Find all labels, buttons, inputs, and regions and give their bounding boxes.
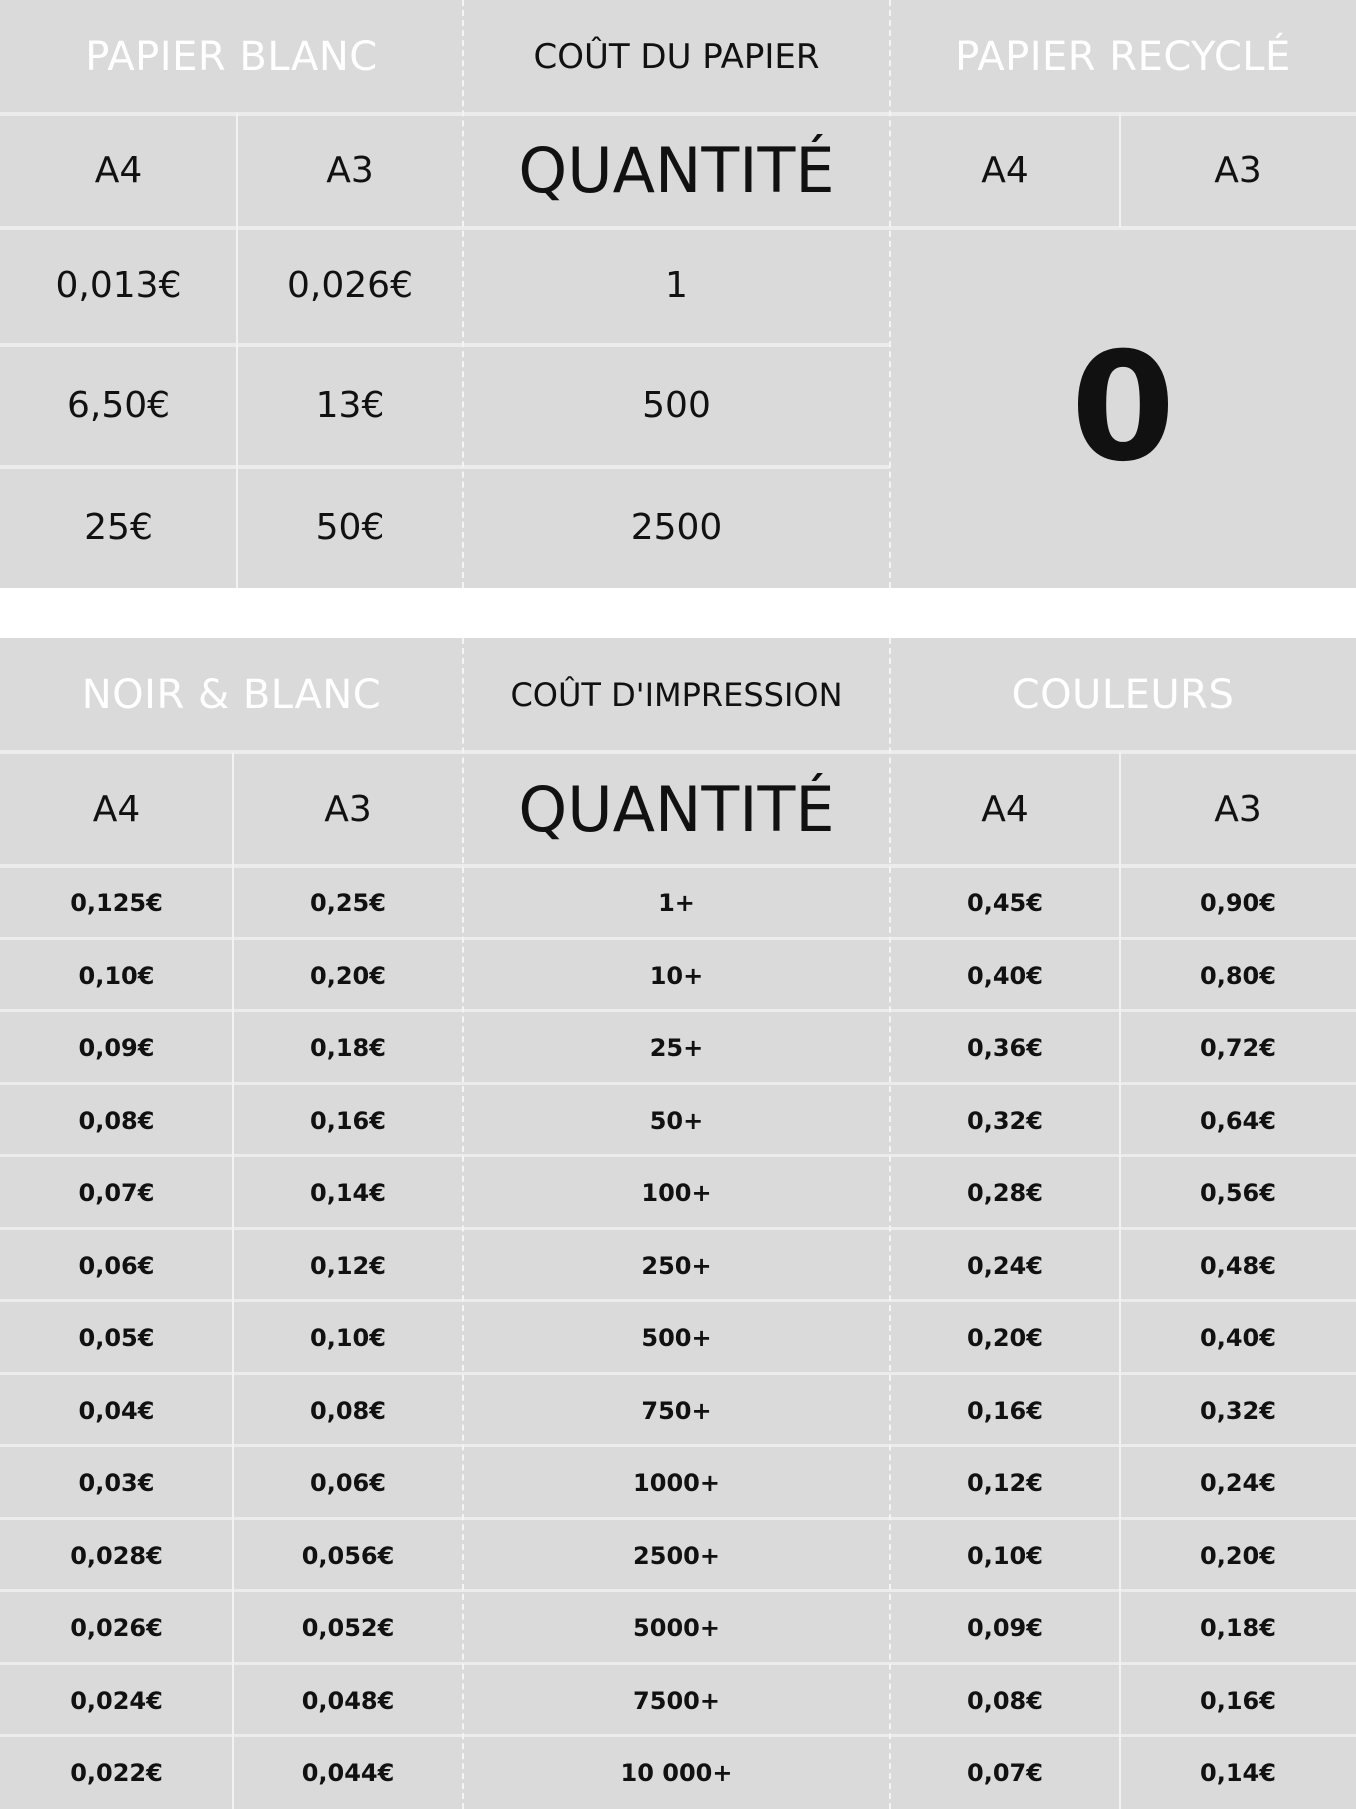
color-a3-cell: 0,80€: [1200, 961, 1276, 990]
color-a3-cell: 0,20€: [1200, 1541, 1276, 1570]
paper-recycled-a4-header: A4: [981, 149, 1029, 191]
color-a4-cell: 0,32€: [967, 1106, 1043, 1135]
color-a4-cell: 0,20€: [967, 1323, 1043, 1352]
color-a3-cell: 0,16€: [1200, 1686, 1276, 1715]
quantity-cell: 25+: [649, 1033, 704, 1062]
color-a4-cell: 0,16€: [967, 1396, 1043, 1425]
quantity-cell: 1000+: [633, 1468, 720, 1497]
quantity-cell: 750+: [641, 1396, 712, 1425]
bw-a4-cell: 0,10€: [78, 961, 155, 990]
quantity-cell: 10+: [649, 961, 704, 990]
color-a4-cell: 0,36€: [967, 1033, 1043, 1062]
quantity-cell: 250+: [641, 1251, 712, 1280]
quantity-cell: 7500+: [633, 1686, 720, 1715]
bw-a3-header: A3: [324, 788, 372, 830]
bw-a3-cell: 0,14€: [310, 1178, 386, 1207]
bw-a4-cell: 0,07€: [78, 1178, 155, 1207]
color-a3-cell: 0,24€: [1200, 1468, 1276, 1497]
paper-white-a4-cell: 0,013€: [55, 264, 182, 306]
quantity-cell: 10 000+: [620, 1758, 733, 1787]
paper-white-a3-cell: 13€: [315, 384, 385, 426]
color-a4-cell: 0,09€: [967, 1613, 1043, 1642]
bw-title: NOIR & BLANC: [81, 672, 382, 718]
color-a3-cell: 0,14€: [1200, 1758, 1276, 1787]
bw-a4-cell: 0,024€: [70, 1686, 163, 1715]
paper-recycled-a3-header: A3: [1214, 149, 1262, 191]
paper-white-a4-cell: 6,50€: [66, 384, 171, 426]
bw-a4-cell: 0,06€: [78, 1251, 155, 1280]
bw-a3-cell: 0,08€: [310, 1396, 386, 1425]
paper-quantity-cell: 2500: [630, 507, 723, 548]
quantity-cell: 500+: [641, 1323, 712, 1352]
color-a4-cell: 0,08€: [967, 1686, 1043, 1715]
color-a3-cell: 0,18€: [1200, 1613, 1276, 1642]
color-a3-header: A3: [1214, 788, 1262, 830]
color-a3-cell: 0,72€: [1200, 1033, 1276, 1062]
quantity-cell: 5000+: [633, 1613, 720, 1642]
color-a3-cell: 0,48€: [1200, 1251, 1276, 1280]
quantity-cell: 1+: [658, 888, 695, 917]
paper-white-a3-header: A3: [326, 149, 374, 191]
paper-white-a4-cell: 25€: [84, 507, 153, 548]
paper-quantity-header: QUANTITÉ: [518, 133, 835, 207]
bw-a4-cell: 0,125€: [70, 888, 163, 917]
color-a4-header: A4: [981, 788, 1029, 830]
printing-quantity-header: QUANTITÉ: [518, 772, 835, 846]
bw-a3-cell: 0,056€: [301, 1541, 395, 1570]
bw-a4-cell: 0,08€: [78, 1106, 155, 1135]
color-a4-cell: 0,10€: [967, 1541, 1043, 1570]
color-a4-cell: 0,45€: [967, 888, 1043, 917]
bw-a4-cell: 0,04€: [78, 1396, 155, 1425]
printing-cost-title: COÛT D'IMPRESSION: [510, 676, 843, 714]
paper-white-a3-cell: 50€: [315, 507, 385, 548]
color-a4-cell: 0,12€: [967, 1468, 1043, 1497]
paper-white-a3-cell: 0,026€: [287, 264, 413, 306]
bw-a4-cell: 0,022€: [70, 1758, 163, 1787]
bw-a4-cell: 0,09€: [78, 1033, 155, 1062]
quantity-cell: 50+: [649, 1106, 704, 1135]
paper-cost-title: COÛT DU PAPIER: [533, 36, 820, 77]
bw-a4-cell: 0,03€: [78, 1468, 155, 1497]
bw-a3-cell: 0,20€: [310, 961, 386, 990]
bw-a3-cell: 0,10€: [310, 1323, 386, 1352]
recycled-unavailable-value: 0: [1070, 320, 1176, 495]
color-a3-cell: 0,32€: [1200, 1396, 1276, 1425]
color-a4-cell: 0,24€: [967, 1251, 1043, 1280]
color-a4-cell: 0,28€: [967, 1178, 1043, 1207]
color-a3-cell: 0,40€: [1200, 1323, 1276, 1352]
paper-cost-table: [0, 0, 1356, 588]
paper-quantity-cell: 500: [642, 384, 711, 426]
bw-a3-cell: 0,06€: [310, 1468, 386, 1497]
color-title: COULEURS: [1011, 672, 1235, 718]
bw-a3-cell: 0,12€: [310, 1251, 386, 1280]
paper-white-a4-header: A4: [94, 149, 143, 191]
color-a4-cell: 0,40€: [967, 961, 1043, 990]
color-a3-cell: 0,56€: [1200, 1178, 1276, 1207]
paper-quantity-cell: 1: [665, 264, 688, 306]
bw-a4-cell: 0,026€: [70, 1613, 163, 1642]
bw-a3-cell: 0,048€: [301, 1686, 395, 1715]
quantity-cell: 100+: [641, 1178, 712, 1207]
bw-a4-header: A4: [92, 788, 141, 830]
bw-a3-cell: 0,18€: [310, 1033, 386, 1062]
color-a4-cell: 0,07€: [967, 1758, 1043, 1787]
bw-a4-cell: 0,05€: [78, 1323, 155, 1352]
paper-white-title: PAPIER BLANC: [85, 33, 378, 80]
paper-recycled-title: PAPIER RECYCLÉ: [955, 33, 1291, 80]
color-a3-cell: 0,64€: [1200, 1106, 1276, 1135]
quantity-cell: 2500+: [633, 1541, 720, 1570]
bw-a3-cell: 0,044€: [301, 1758, 395, 1787]
bw-a3-cell: 0,25€: [310, 888, 386, 917]
bw-a4-cell: 0,028€: [70, 1541, 163, 1570]
printing-cost-table: [0, 638, 1356, 1809]
bw-a3-cell: 0,052€: [301, 1613, 395, 1642]
bw-a3-cell: 0,16€: [310, 1106, 386, 1135]
color-a3-cell: 0,90€: [1200, 888, 1276, 917]
